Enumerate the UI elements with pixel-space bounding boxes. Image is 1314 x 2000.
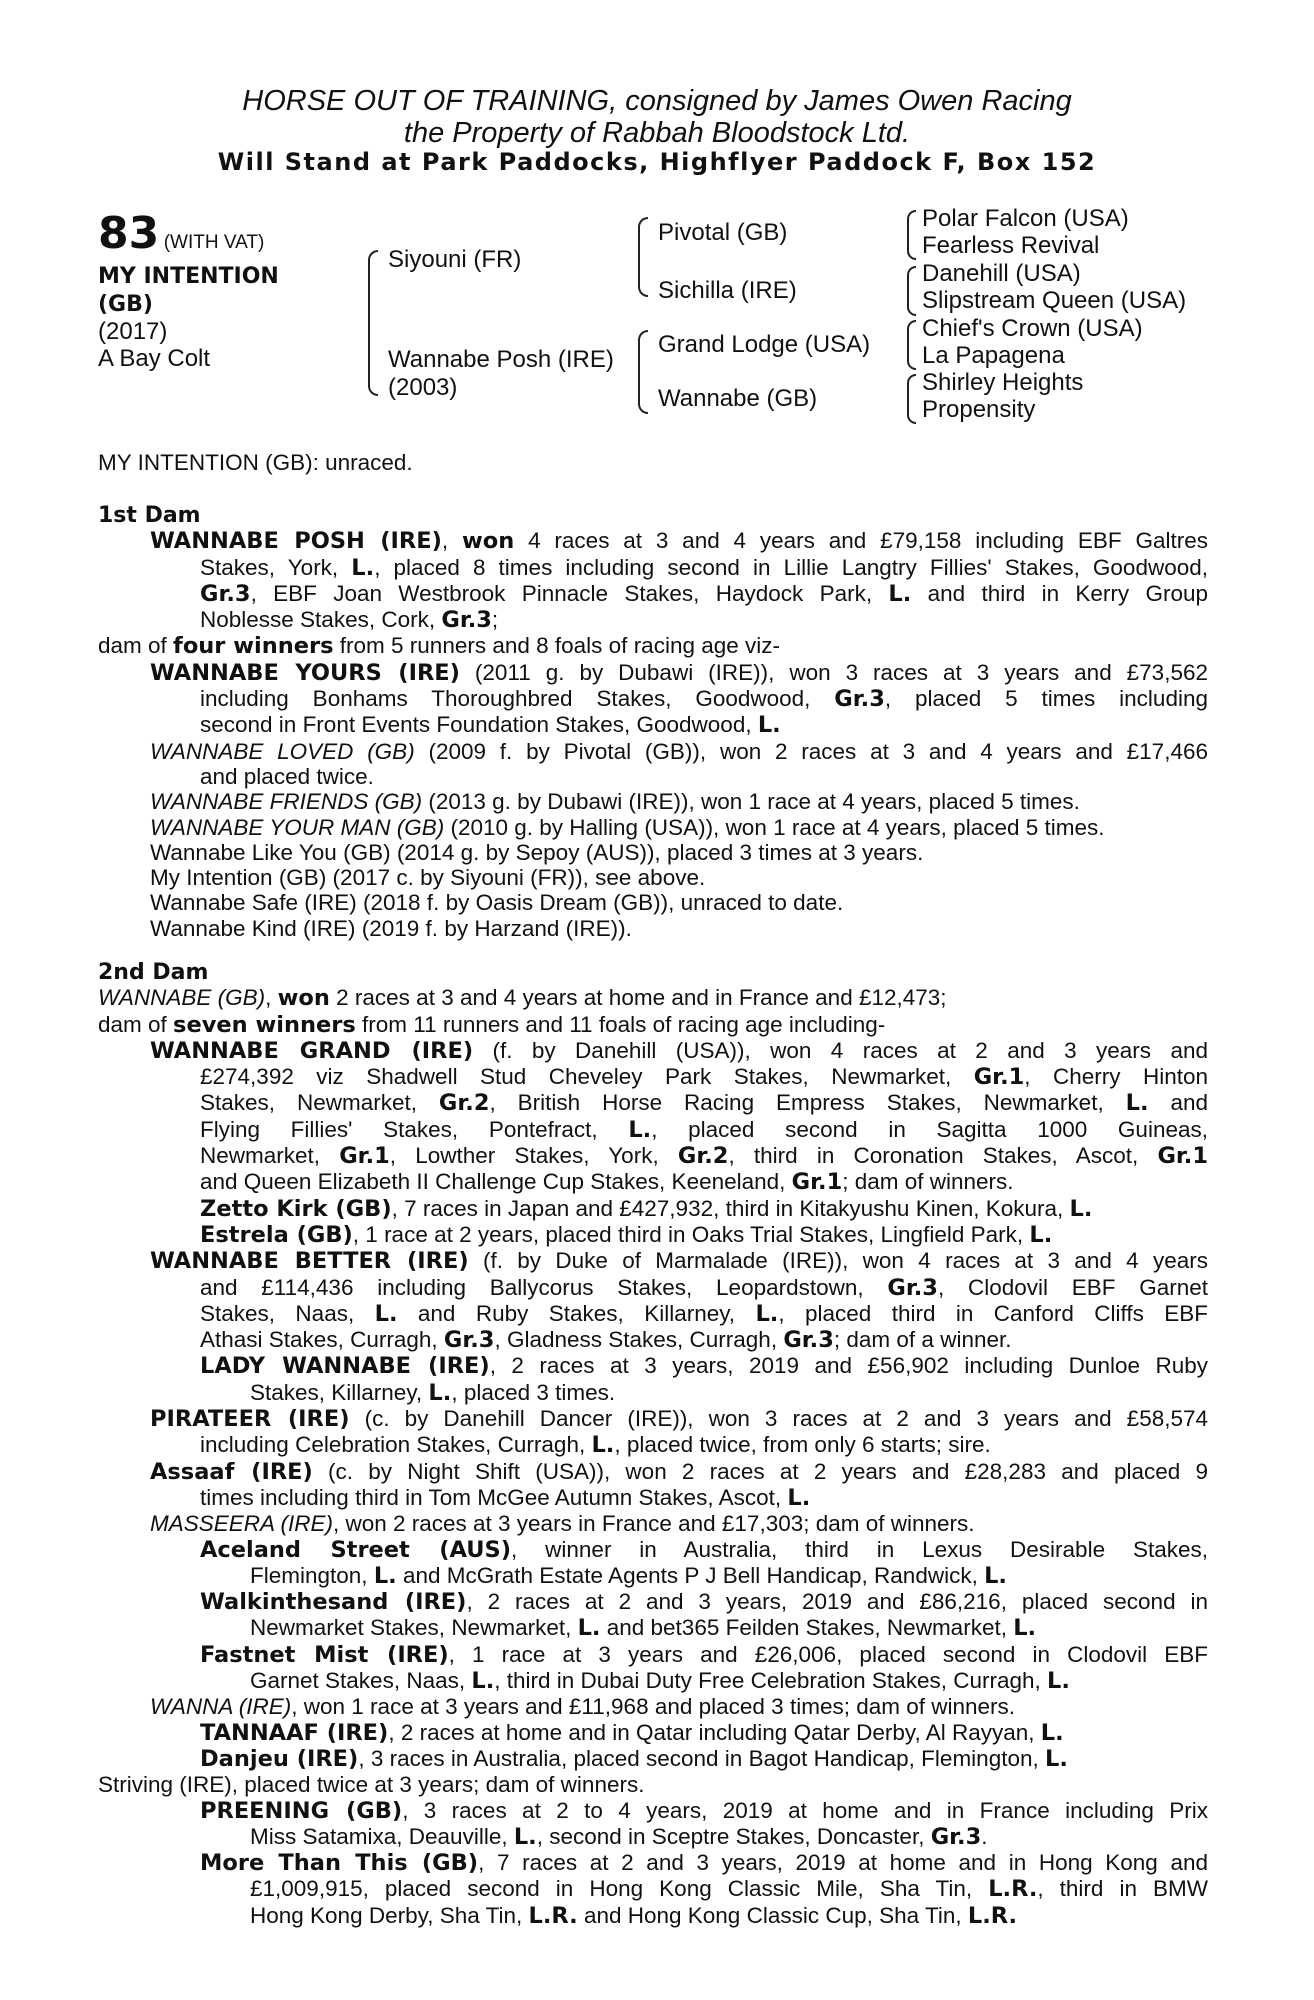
text-run: (c. by Danehill Dancer (IRE)), won 3 races at 2 and 3 years and £58,574 bbox=[349, 1406, 1209, 1432]
pedigree-text-line bbox=[98, 1012, 1208, 1038]
italic-run: WANNABE FRIENDS (GB) bbox=[150, 789, 423, 815]
text-run: , 2 races at 3 years, 2019 and £56,902 including Dunloe Ruby bbox=[489, 1353, 1208, 1379]
bold-run: Danjeu (IRE) bbox=[200, 1745, 359, 1772]
text-run: , Clodovil EBF Garnet bbox=[937, 1274, 1208, 1300]
pedigree-text-line bbox=[98, 764, 1208, 789]
text-run: , won 2 races at 3 years in France and £17,303; dam of winners. bbox=[332, 1511, 975, 1537]
bold-run: Gr.1 bbox=[973, 1064, 1025, 1091]
text-run: , placed second in Sagitta 1000 Guineas, bbox=[651, 1116, 1208, 1142]
text-run: Flying Fillies' Stakes, Pontefract, bbox=[200, 1116, 629, 1142]
text-run: , third in Dubai Duty Free Celebration Stakes, Curragh, bbox=[494, 1668, 1048, 1694]
text-run: , third in Coronation Stakes, Ascot, bbox=[728, 1143, 1158, 1169]
text-run: , 1 race at 2 years, placed third in Oaks Trial Stakes, Lingfield Park, bbox=[352, 1221, 1030, 1247]
text-run: , placed third in Canford Cliffs EBF bbox=[778, 1300, 1208, 1326]
text-run: £274,392 viz Shadwell Stud Cheveley Park Stakes, Newmarket, bbox=[200, 1064, 974, 1090]
bold-run: L. bbox=[1013, 1615, 1037, 1642]
italic-run: WANNA (IRE) bbox=[150, 1694, 292, 1720]
bold-run: More Than This (GB) bbox=[200, 1850, 479, 1877]
text-run: , Gladness Stakes, Curragh, bbox=[494, 1327, 784, 1353]
pedigree-text-line bbox=[98, 1511, 1208, 1536]
pedigree-text-line bbox=[98, 607, 1208, 633]
text-run: , placed twice, from only 6 starts; sire. bbox=[614, 1432, 991, 1458]
bold-run: L. bbox=[1125, 1090, 1149, 1117]
bold-run: L. bbox=[1045, 1745, 1068, 1772]
pedigree-text-line bbox=[98, 528, 1208, 554]
bold-run: L. bbox=[984, 1562, 1007, 1589]
text-run: (2010 g. by Halling (USA)), won 1 race at 4 years, placed 5 times. bbox=[444, 814, 1105, 840]
text-run: , Lowther Stakes, York, bbox=[389, 1143, 678, 1169]
text-run: 4 races at 3 and 4 years and £79,158 including EBF Galtres bbox=[514, 528, 1208, 554]
text-run: (c. by Night Shift (USA)), won 2 races at 2 years and £28,283 and placed 9 bbox=[312, 1458, 1208, 1484]
pedigree-text-line bbox=[98, 1537, 1208, 1563]
bold-run: Aceland Street (AUS) bbox=[200, 1536, 512, 1563]
bold-run: L.R. bbox=[988, 1876, 1038, 1903]
first-dam-lines bbox=[98, 528, 1208, 941]
first-dam-section bbox=[98, 503, 1208, 941]
text-run: and placed twice. bbox=[200, 763, 374, 789]
bold-run: won bbox=[462, 528, 515, 555]
pedigree-text-line bbox=[98, 1196, 1208, 1222]
horse-description: A Bay Colt bbox=[98, 345, 211, 372]
text-run: , winner in Australia, third in Lexus Desirable Stakes, bbox=[511, 1536, 1208, 1562]
bold-run: L. bbox=[1040, 1719, 1064, 1746]
bold-run: L. bbox=[1069, 1195, 1093, 1222]
bold-run: Gr.3 bbox=[443, 1327, 495, 1354]
text-run: ; dam of winners. bbox=[842, 1169, 1014, 1195]
bold-run: L. bbox=[428, 1379, 452, 1406]
unraced-note: MY INTENTION (GB): unraced. bbox=[98, 450, 413, 475]
ggp-2: Fearless Revival bbox=[922, 232, 1100, 259]
bold-run: L. bbox=[513, 1823, 537, 1850]
bold-run: L. bbox=[374, 1300, 398, 1327]
pedigree-text-line bbox=[98, 890, 1208, 915]
text-run: and bet365 Feilden Stakes, Newmarket, bbox=[600, 1615, 1014, 1641]
sire-sire: Pivotal (GB) bbox=[658, 219, 788, 246]
text-run: , 3 races in Australia, placed second in Bagot Handicap, Flemington, bbox=[358, 1745, 1045, 1771]
italic-run: WANNABE LOVED (GB) bbox=[150, 738, 415, 764]
text-run: , placed 5 times including bbox=[884, 686, 1208, 712]
bold-run: L.R. bbox=[528, 1902, 578, 1929]
pedigree-text-line bbox=[98, 840, 1208, 865]
text-run: and McGrath Estate Agents P J Bell Handicap, Randwick, bbox=[396, 1562, 985, 1588]
bold-run: L. bbox=[628, 1116, 652, 1143]
bold-run: Walkinthesand (IRE) bbox=[200, 1589, 467, 1616]
text-run: , 3 races at 2 to 4 years, 2019 at home and in France including Prix bbox=[402, 1797, 1208, 1823]
text-run: Wannabe Kind (IRE) (2019 f. by Harzand (IRE)). bbox=[150, 915, 632, 941]
text-run: Wannabe Safe (IRE) (2018 f. by Oasis Dream (GB)), unraced to date. bbox=[150, 890, 844, 916]
text-run: and bbox=[1148, 1090, 1208, 1116]
pedigree-text-line bbox=[98, 633, 1208, 659]
bold-run: Gr.3 bbox=[200, 580, 251, 607]
header-line-2: the Property of Rabbah Bloodstock Ltd. bbox=[403, 117, 911, 149]
ggp-brace-3 bbox=[907, 320, 916, 370]
text-run: dam of bbox=[98, 1011, 174, 1037]
pedigree-text-line bbox=[98, 1117, 1208, 1143]
text-run: , Cherry Hinton bbox=[1024, 1064, 1208, 1090]
text-run: and Queen Elizabeth II Challenge Cup Stakes, Keeneland, bbox=[200, 1169, 792, 1195]
header-line-3: Will Stand at Park Paddocks, Highflyer Paddock F, Box 152 bbox=[217, 148, 1097, 176]
text-run: Stakes, Newmarket, bbox=[200, 1090, 439, 1116]
bold-run: L. bbox=[351, 554, 375, 581]
text-run: (2009 f. by Pivotal (GB)), won 2 races at 3 and 4 years and £17,466 bbox=[414, 738, 1208, 764]
bold-run: Gr.3 bbox=[783, 1327, 834, 1354]
ggp-brace-4 bbox=[907, 374, 916, 424]
pedigree-text-line bbox=[98, 1563, 1208, 1589]
pedigree-text-line bbox=[98, 985, 1208, 1011]
text-run: (2011 g. by Dubawi (IRE)), won 3 races at 3 years and £73,562 bbox=[459, 659, 1208, 685]
pedigree-text-line bbox=[98, 1772, 1208, 1797]
pedigree-text-line bbox=[98, 660, 1208, 686]
bold-run: WANNABE BETTER (IRE) bbox=[150, 1248, 469, 1275]
text-run: ; dam of a winner. bbox=[833, 1327, 1012, 1353]
text-run: Striving (IRE), placed twice at 3 years; dam of winners. bbox=[98, 1772, 645, 1798]
text-run: ; bbox=[491, 607, 499, 633]
ggp-8: Propensity bbox=[922, 396, 1036, 423]
text-run: and Ruby Stakes, Killarney, bbox=[397, 1300, 756, 1326]
ggp-4: Slipstream Queen (USA) bbox=[922, 287, 1187, 314]
bold-run: L. bbox=[577, 1615, 601, 1642]
horse-name-line-2: (GB) bbox=[98, 292, 153, 317]
bold-run: Assaaf (IRE) bbox=[150, 1458, 313, 1485]
text-run: Athasi Stakes, Curragh, bbox=[200, 1327, 444, 1353]
pedigree-text-line bbox=[98, 1720, 1208, 1746]
dam-dam: Wannabe (GB) bbox=[658, 385, 818, 412]
text-run: My Intention (GB) (2017 c. by Siyouni (FR)), see above. bbox=[150, 865, 706, 891]
text-run: from 5 runners and 8 foals of racing age viz- bbox=[333, 633, 781, 659]
pedigree-text-line bbox=[98, 789, 1208, 814]
pedigree-text-line bbox=[98, 1642, 1208, 1668]
bold-run: L. bbox=[1029, 1221, 1053, 1248]
header-line-1: HORSE OUT OF TRAINING, consigned by James Owen Racing bbox=[242, 85, 1072, 117]
text-run: (f. by Duke of Marmalade (IRE)), won 4 races at 3 and 4 years bbox=[468, 1248, 1208, 1274]
bold-run: Gr.2 bbox=[677, 1143, 729, 1170]
text-run: £1,009,915, placed second in Hong Kong Classic Mile, Sha Tin, bbox=[250, 1876, 989, 1902]
text-run: , 7 races at 2 and 3 years, 2019 at home and in Hong Kong and bbox=[478, 1850, 1208, 1876]
pedigree-text-line bbox=[98, 1327, 1208, 1353]
pedigree-text-line bbox=[98, 1485, 1208, 1511]
text-run: , British Horse Racing Empress Stakes, Newmarket, bbox=[489, 1090, 1126, 1116]
sire-dam: Sichilla (IRE) bbox=[658, 277, 797, 304]
lot-number: 83 bbox=[98, 208, 160, 259]
pedigree-text-line bbox=[98, 1064, 1208, 1090]
text-run: , 2 races at home and in Qatar including Qatar Derby, Al Rayyan, bbox=[388, 1719, 1041, 1745]
bold-run: WANNABE POSH (IRE) bbox=[150, 528, 442, 555]
bold-run: Gr.3 bbox=[834, 686, 885, 713]
italic-run: MASSEERA (IRE) bbox=[150, 1511, 333, 1537]
pedigree-text-line bbox=[98, 916, 1208, 941]
first-dam-heading: 1st Dam bbox=[98, 503, 201, 528]
ggp-brace-2 bbox=[907, 266, 916, 316]
second-dam-section bbox=[98, 960, 1208, 1929]
bold-run: L. bbox=[755, 1300, 779, 1327]
sire-dam-brace bbox=[368, 250, 378, 396]
pedigree-text-line bbox=[98, 1589, 1208, 1615]
bold-run: seven winners bbox=[173, 1011, 356, 1038]
text-run: (2013 g. by Dubawi (IRE)), won 1 race at 4 years, placed 5 times. bbox=[422, 789, 1080, 815]
pedigree-text-line bbox=[98, 815, 1208, 840]
text-run: including Bonhams Thoroughbred Stakes, Goodwood, bbox=[200, 686, 835, 712]
text-run: and £114,436 including Ballycorus Stakes, Leopardstown, bbox=[200, 1274, 888, 1300]
pedigree-text-line bbox=[98, 1143, 1208, 1169]
pedigree-text-line bbox=[98, 1406, 1208, 1432]
text-run: dam of bbox=[98, 633, 174, 659]
text-run: Noblesse Stakes, Cork, bbox=[200, 607, 442, 633]
pedigree-text-line bbox=[98, 1615, 1208, 1641]
bold-run: won bbox=[277, 985, 330, 1012]
text-run: Stakes, Killarney, bbox=[250, 1379, 429, 1405]
text-run: , third in BMW bbox=[1037, 1876, 1208, 1902]
text-run: from 11 runners and 11 foals of racing age including- bbox=[355, 1011, 886, 1037]
text-run: 2 races at 3 and 4 years at home and in France and £12,473; bbox=[329, 985, 947, 1011]
text-run: Stakes, Naas, bbox=[200, 1300, 375, 1326]
text-run: , 7 races in Japan and £427,932, third in Kitakyushu Kinen, Kokura, bbox=[391, 1195, 1070, 1221]
pedigree-text-line bbox=[98, 1353, 1208, 1379]
pedigree-text-line bbox=[98, 712, 1208, 738]
bold-run: TANNAAF (IRE) bbox=[200, 1719, 389, 1746]
pedigree-text-line bbox=[98, 1222, 1208, 1248]
italic-run: WANNABE (GB) bbox=[98, 985, 266, 1011]
pedigree-text-line bbox=[98, 1850, 1208, 1876]
text-run: , won 1 race at 3 years and £11,968 and placed 3 times; dam of winners. bbox=[291, 1694, 1016, 1720]
pedigree-text-line bbox=[98, 865, 1208, 890]
bold-run: PIRATEER (IRE) bbox=[150, 1406, 350, 1433]
bold-run: L. bbox=[471, 1668, 495, 1695]
bold-run: four winners bbox=[173, 633, 334, 660]
pedigree-text-line bbox=[98, 1798, 1208, 1824]
text-run: Garnet Stakes, Naas, bbox=[250, 1668, 472, 1694]
pedigree-text-line bbox=[98, 739, 1208, 764]
bold-run: L. bbox=[591, 1432, 615, 1459]
text-run: . bbox=[981, 1823, 988, 1849]
vat-note: (WITH VAT) bbox=[163, 232, 265, 253]
pedigree-text-line bbox=[98, 555, 1208, 581]
text-run: times including third in Tom McGee Autumn Stakes, Ascot, bbox=[200, 1484, 788, 1510]
pedigree-text-line bbox=[98, 1824, 1208, 1850]
sire: Siyouni (FR) bbox=[388, 246, 522, 273]
pedigree-text-line bbox=[98, 1876, 1208, 1902]
lot-number-block bbox=[98, 208, 264, 259]
text-run: , placed 3 times. bbox=[451, 1379, 616, 1405]
text-run: Miss Satamixa, Deauville, bbox=[250, 1823, 514, 1849]
pedigree-text-line bbox=[98, 1746, 1208, 1772]
text-run: (f. by Danehill (USA)), won 4 races at 2 and 3 years and bbox=[473, 1037, 1208, 1063]
bold-run: Fastnet Mist (IRE) bbox=[200, 1641, 449, 1668]
pedigree-text-line bbox=[98, 581, 1208, 607]
text-run: second in Front Events Foundation Stakes, Goodwood, bbox=[200, 712, 758, 738]
pedigree-text-line bbox=[98, 1301, 1208, 1327]
text-run: , 1 race at 3 years and £26,006, placed second in Clodovil EBF bbox=[448, 1641, 1208, 1667]
text-run: and Hong Kong Classic Cup, Sha Tin, bbox=[577, 1902, 968, 1928]
bold-run: L.R. bbox=[967, 1902, 1018, 1929]
text-run: , bbox=[441, 528, 462, 554]
pedigree-text-line bbox=[98, 1090, 1208, 1116]
bold-run: L. bbox=[888, 580, 912, 607]
ggp-3: Danehill (USA) bbox=[922, 260, 1081, 287]
bold-run: Gr.1 bbox=[339, 1143, 390, 1170]
dam-sire: Grand Lodge (USA) bbox=[658, 331, 871, 358]
dam-year: (2003) bbox=[388, 374, 458, 401]
pedigree-text-line bbox=[98, 686, 1208, 712]
pedigree-text-line bbox=[98, 1275, 1208, 1301]
pedigree-text-line bbox=[98, 1169, 1208, 1195]
horse-year: (2017) bbox=[98, 318, 168, 345]
pedigree-text-line bbox=[98, 1380, 1208, 1406]
bold-run: Gr.3 bbox=[441, 607, 492, 634]
bold-run: WANNABE GRAND (IRE) bbox=[150, 1037, 474, 1064]
text-run: Newmarket Stakes, Newmarket, bbox=[250, 1615, 578, 1641]
text-run: Wannabe Like You (GB) (2014 g. by Sepoy (AUS)), placed 3 times at 3 years. bbox=[150, 839, 924, 865]
text-run: Hong Kong Derby, Sha Tin, bbox=[250, 1902, 529, 1928]
text-run: , EBF Joan Westbrook Pinnacle Stakes, Haydock Park, bbox=[250, 580, 889, 606]
text-run: and third in Kerry Group bbox=[911, 580, 1208, 606]
pedigree-text-line bbox=[98, 1459, 1208, 1485]
dam: Wannabe Posh (IRE) bbox=[388, 346, 614, 373]
bold-run: L. bbox=[373, 1562, 397, 1589]
bold-run: Gr.1 bbox=[791, 1169, 843, 1196]
text-run: Stakes, York, bbox=[200, 554, 352, 580]
second-dam-heading: 2nd Dam bbox=[98, 960, 209, 985]
bold-run: Estrela (GB) bbox=[200, 1221, 353, 1248]
text-run: Flemington, bbox=[250, 1562, 374, 1588]
text-run: , placed 8 times including second in Lillie Langtry Fillies' Stakes, Goodwood, bbox=[374, 554, 1209, 580]
ggp-5: Chief's Crown (USA) bbox=[922, 315, 1143, 342]
second-dam-lines bbox=[98, 985, 1208, 1929]
pedigree-text-line bbox=[98, 1694, 1208, 1719]
ggp-6: La Papagena bbox=[922, 342, 1065, 369]
bold-run: Gr.3 bbox=[887, 1274, 938, 1301]
bold-run: Gr.3 bbox=[930, 1823, 982, 1850]
text-run: Newmarket, bbox=[200, 1143, 340, 1169]
text-run: , second in Sceptre Stakes, Doncaster, bbox=[536, 1823, 931, 1849]
pedigree-text-line bbox=[98, 1038, 1208, 1064]
bold-run: Gr.2 bbox=[438, 1090, 490, 1117]
pedigree-text-line bbox=[98, 1903, 1208, 1929]
pedigree-text-line bbox=[98, 1432, 1208, 1458]
bold-run: L. bbox=[1047, 1668, 1070, 1695]
pedigree-text-line bbox=[98, 1668, 1208, 1694]
sire-parents-brace bbox=[638, 217, 648, 297]
text-run: including Celebration Stakes, Curragh, bbox=[200, 1432, 592, 1458]
text-run: , bbox=[265, 985, 278, 1011]
dam-parents-brace bbox=[638, 330, 648, 414]
bold-run: L. bbox=[787, 1484, 811, 1511]
ggp-brace-1 bbox=[907, 210, 916, 260]
ggp-1: Polar Falcon (USA) bbox=[922, 205, 1129, 232]
bold-run: L. bbox=[757, 712, 781, 739]
bold-run: PREENING (GB) bbox=[200, 1797, 403, 1824]
bold-run: Gr.1 bbox=[1157, 1143, 1208, 1170]
bold-run: Zetto Kirk (GB) bbox=[200, 1195, 392, 1222]
bold-run: LADY WANNABE (IRE) bbox=[200, 1353, 490, 1380]
bold-run: WANNABE YOURS (IRE) bbox=[150, 659, 460, 686]
ggp-7: Shirley Heights bbox=[922, 369, 1084, 396]
pedigree-text-line bbox=[98, 1248, 1208, 1274]
horse-name-line-1: MY INTENTION bbox=[98, 264, 279, 289]
text-run: , 2 races at 2 and 3 years, 2019 and £86,216, placed second in bbox=[466, 1589, 1208, 1615]
italic-run: WANNABE YOUR MAN (GB) bbox=[150, 814, 445, 840]
